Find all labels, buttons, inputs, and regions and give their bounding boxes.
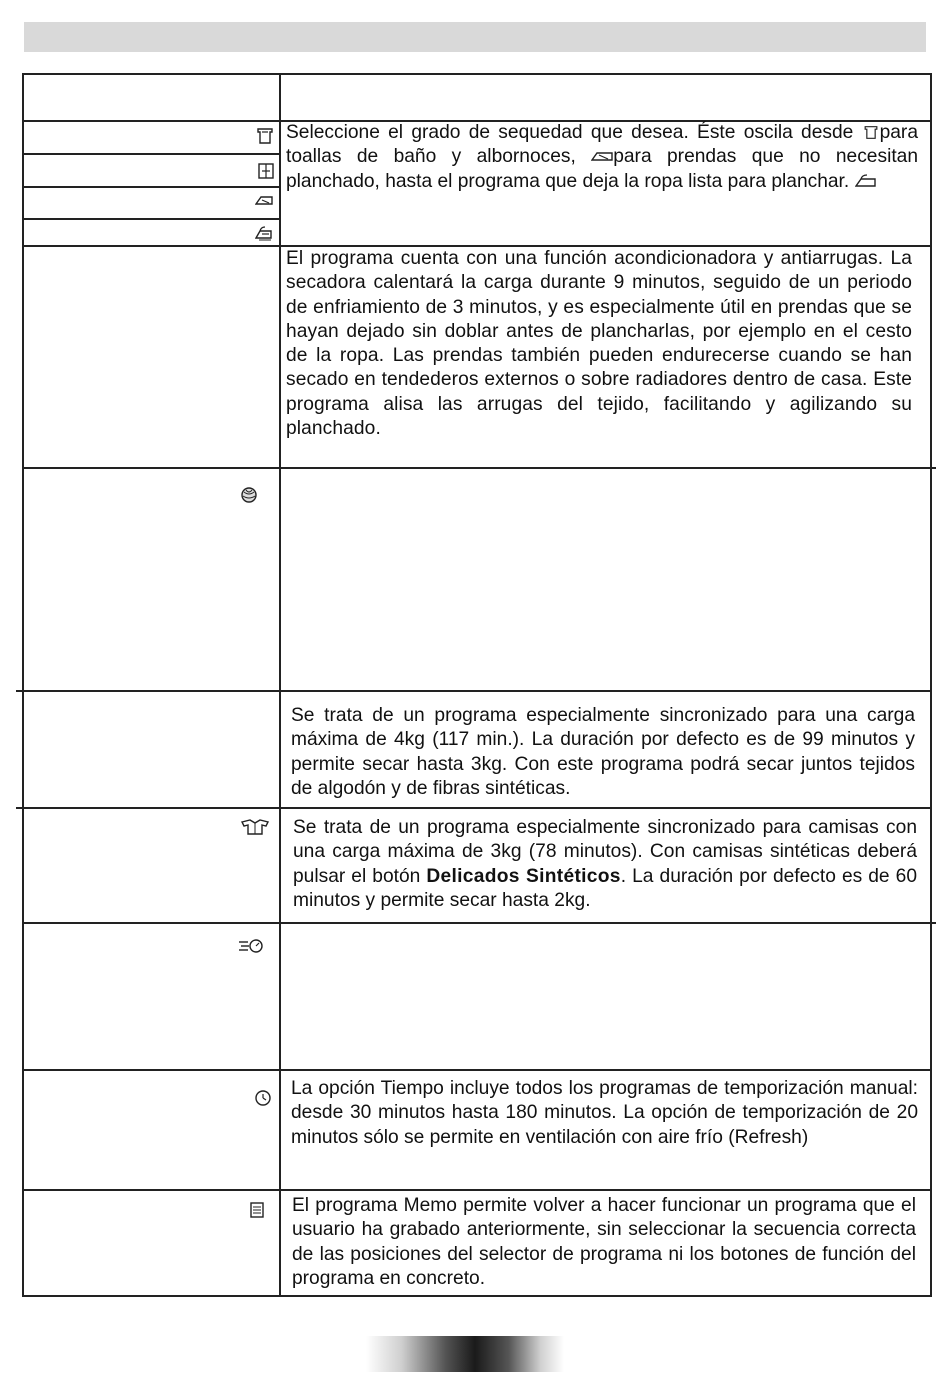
tick-mark [16, 807, 24, 809]
row-divider [22, 807, 932, 809]
tick-mark [930, 467, 936, 469]
time-description: La opción Tiempo incluye todos los programas de temporización manual: desde 30 minutos hasta 180 minutos. La opción de temporización de 20 minutos sólo se permite en ventilación con aire frío (Refresh) [291, 1078, 918, 1148]
wool-icon [240, 486, 258, 504]
shirt-icon [240, 818, 270, 836]
dryness-description: Seleccione el grado de sequedad que desea. Éste oscila desde para toallas de baño y albornoces, para prendas que no necesitan planchado, hasta el programa que deja la ropa lista para planchar. [286, 122, 918, 192]
iron-icon [855, 174, 877, 189]
no-iron-icon [255, 192, 273, 210]
mixed-description: Se trata de un programa especialmente sincronizado para una carga máxima de 4kg (117 min.). La duración por defecto es de 99 minutos y permite secar hasta 3kg. Con este programa podrá secar juntos tejidos de algodón y de fibras sintéticas. [291, 705, 915, 799]
row-divider [22, 186, 280, 188]
header-bar [24, 22, 926, 52]
no-iron-icon [591, 149, 613, 164]
row-divider [22, 1189, 932, 1191]
tick-mark [16, 690, 24, 692]
row-divider [22, 218, 280, 220]
quick-icon [238, 936, 264, 954]
iron-icon [255, 224, 273, 242]
row-divider [22, 1069, 932, 1071]
row-divider [22, 153, 280, 155]
row-divider [22, 690, 932, 692]
column-divider [279, 73, 281, 1297]
row-divider [22, 922, 932, 924]
towel-icon [862, 125, 880, 140]
tick-mark [930, 922, 936, 924]
shirts-description: Se trata de un programa especialmente sincronizado para camisas con una carga máxima de 3kg (78 minutos). Con camisas sintéticas deberá pulsar el botón Delicados Sintéticos. La duración por defecto es de 60 minutos y permite secar hasta 2kg. [293, 817, 917, 911]
page-footer-marker [366, 1336, 564, 1372]
memo-icon [248, 1201, 266, 1219]
clock-icon [254, 1089, 272, 1107]
memo-description: El programa Memo permite volver a hacer funcionar un programa que el usuario ha grabado anteriormente, sin seleccionar la secuencia correcta de las posiciones del selector de programa ni los botones de función del programa en concreto. [292, 1195, 916, 1289]
anticrease-description: El programa cuenta con una función acondicionadora y antiarrugas. La secadora calentará la carga durante 9 minutos, seguido de un periodo de enfriamiento de 3 minutos, y es especialmente útil en prendas que se hayan dejado sin doblar antes de plancharlas, por ejemplo en el cesto de la ropa. Las prendas también pueden endurecerse cuando se han secado en tendederos externos o sobre radiadores dentro de casa. Este programa alisa las arrugas del tejido, facilitando y agilizando su planchado. [286, 248, 912, 440]
row-divider [22, 467, 932, 469]
towel-icon [256, 127, 274, 145]
cupboard-dry-icon [257, 162, 275, 180]
